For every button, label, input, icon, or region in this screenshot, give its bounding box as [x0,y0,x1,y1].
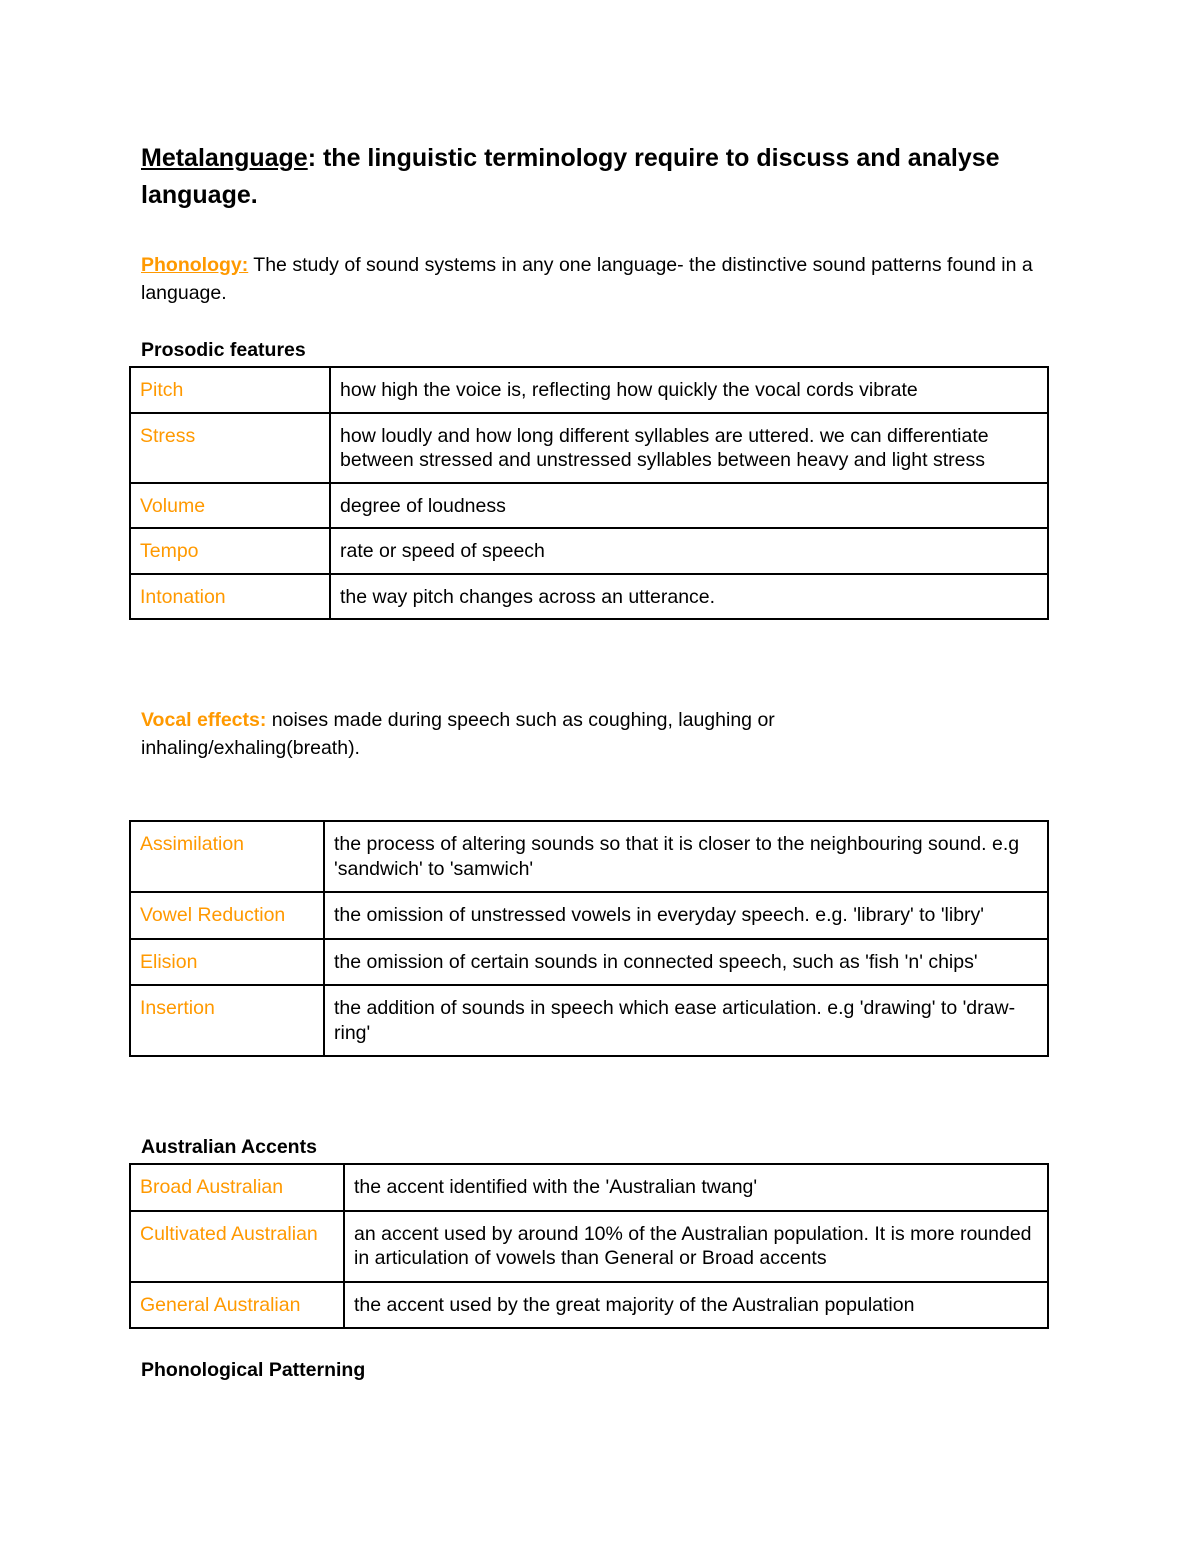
table-row [130,985,1048,1056]
vocal-effects-term: Vocal effects: [141,709,267,731]
definition-cell: the accent identified with the 'Australian twang' [344,1164,1048,1211]
vocal-effects-paragraph [141,706,881,762]
phonology-term: Phonology: [141,254,249,276]
term-cell: Assimilation [130,821,324,892]
table-row [130,574,1048,620]
term-cell: Volume [130,483,330,529]
prosodic-heading: Prosodic features [141,339,306,361]
definition-cell: the way pitch changes across an utterance. [330,574,1048,620]
table-row [130,367,1048,413]
definition-cell: rate or speed of speech [330,528,1048,574]
term-cell: General Australian [130,1282,344,1329]
term-cell: Cultivated Australian [130,1211,344,1282]
accents-table [129,1163,1049,1329]
table-row [130,483,1048,529]
term-cell: Intonation [130,574,330,620]
accents-heading: Australian Accents [141,1136,317,1158]
definition-cell: the accent used by the great majority of the Australian population [344,1282,1048,1329]
prosodic-table [129,366,1049,620]
definition-cell: how loudly and how long different syllables are uttered. we can differentiate between stressed and unstressed syllables between heavy and light stress [330,413,1048,483]
patterning-heading: Phonological Patterning [141,1359,366,1381]
vocal-effects-text: noises made during speech such as coughing, laughing or inhaling/exhaling(breath). [141,709,775,759]
term-cell: Insertion [130,985,324,1056]
term-cell: Pitch [130,367,330,413]
connected-speech-table [129,820,1049,1057]
table-row [130,528,1048,574]
term-cell: Broad Australian [130,1164,344,1211]
definition-cell: degree of loudness [330,483,1048,529]
table-row [130,892,1048,939]
term-cell: Elision [130,939,324,986]
table-row [130,413,1048,483]
table-row [130,821,1048,892]
table-row [130,1211,1048,1282]
term-cell: Vowel Reduction [130,892,324,939]
term-cell: Tempo [130,528,330,574]
definition-cell: the omission of unstressed vowels in everyday speech. e.g. 'library' to 'libry' [324,892,1048,939]
table-row [130,939,1048,986]
definition-cell: how high the voice is, reflecting how quickly the vocal cords vibrate [330,367,1048,413]
definition-cell: an accent used by around 10% of the Australian population. It is more rounded in articulation of vowels than General or Broad accents [344,1211,1048,1282]
term-cell: Stress [130,413,330,483]
table-row [130,1282,1048,1329]
title-term: Metalanguage [141,144,308,172]
title-text: : the linguistic terminology require to discuss and analyse language. [141,144,1000,209]
definition-cell: the process of altering sounds so that it is closer to the neighbouring sound. e.g 'sandwich' to 'samwich' [324,821,1048,892]
table-row [130,1164,1048,1211]
phonology-paragraph [141,251,1046,307]
phonology-text: The study of sound systems in any one language- the distinctive sound patterns found in a language. [141,254,1033,304]
definition-cell: the addition of sounds in speech which ease articulation. e.g 'drawing' to 'draw-ring' [324,985,1048,1056]
definition-cell: the omission of certain sounds in connected speech, such as 'fish 'n' chips' [324,939,1048,986]
page-title [141,140,1041,214]
